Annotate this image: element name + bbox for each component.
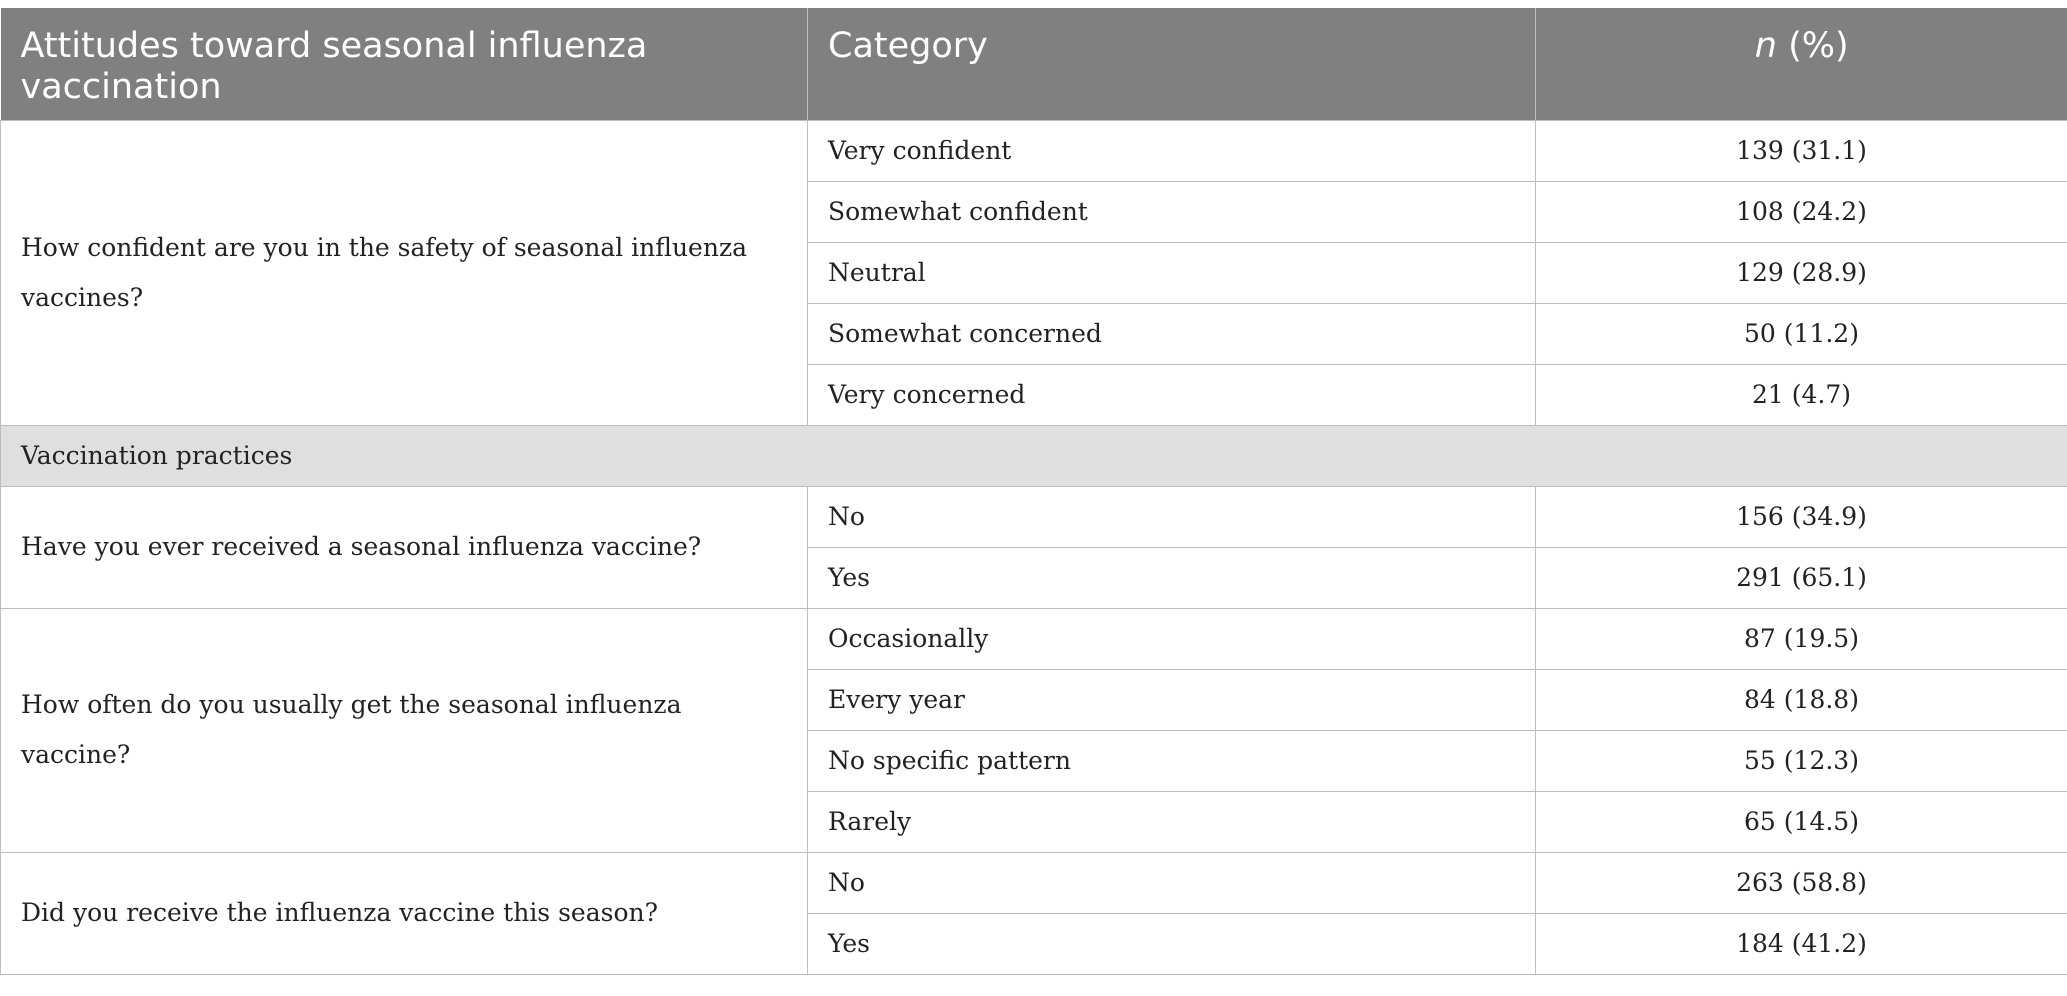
category-cell: Yes bbox=[808, 913, 1536, 974]
header-category: Category bbox=[808, 8, 1536, 120]
value-cell: 50 (11.2) bbox=[1536, 303, 2067, 364]
category-cell: Somewhat concerned bbox=[808, 303, 1536, 364]
value-cell: 156 (34.9) bbox=[1536, 486, 2067, 547]
value-cell: 21 (4.7) bbox=[1536, 364, 2067, 425]
section-vaccination-practices: Vaccination practices bbox=[1, 425, 2067, 486]
question-this-season: Did you receive the influenza vaccine this season? bbox=[1, 852, 808, 974]
value-cell: 55 (12.3) bbox=[1536, 730, 2067, 791]
table-row bbox=[1, 486, 2067, 547]
category-cell: No specific pattern bbox=[808, 730, 1536, 791]
category-cell: Occasionally bbox=[808, 608, 1536, 669]
header-n: n bbox=[1754, 26, 1777, 66]
value-cell: 139 (31.1) bbox=[1536, 120, 2067, 181]
header-row bbox=[1, 8, 2067, 120]
section-row bbox=[1, 425, 2067, 486]
value-cell: 263 (58.8) bbox=[1536, 852, 2067, 913]
vaccination-attitudes-table bbox=[0, 8, 2067, 975]
question-how-often: How often do you usually get the seasonal influenza vaccine? bbox=[1, 608, 808, 852]
category-cell: Somewhat confident bbox=[808, 181, 1536, 242]
category-cell: Neutral bbox=[808, 242, 1536, 303]
category-cell: Very concerned bbox=[808, 364, 1536, 425]
category-cell: Very confident bbox=[808, 120, 1536, 181]
header-percent: (%) bbox=[1776, 26, 1849, 66]
value-cell: 65 (14.5) bbox=[1536, 791, 2067, 852]
table-row bbox=[1, 852, 2067, 913]
question-ever-received: Have you ever received a seasonal influenza vaccine? bbox=[1, 486, 808, 608]
header-n-percent bbox=[1536, 8, 2067, 120]
value-cell: 129 (28.9) bbox=[1536, 242, 2067, 303]
category-cell: No bbox=[808, 486, 1536, 547]
category-cell: Rarely bbox=[808, 791, 1536, 852]
category-cell: Every year bbox=[808, 669, 1536, 730]
value-cell: 84 (18.8) bbox=[1536, 669, 2067, 730]
table-row bbox=[1, 608, 2067, 669]
category-cell: Yes bbox=[808, 547, 1536, 608]
category-cell: No bbox=[808, 852, 1536, 913]
table-row bbox=[1, 120, 2067, 181]
value-cell: 108 (24.2) bbox=[1536, 181, 2067, 242]
value-cell: 87 (19.5) bbox=[1536, 608, 2067, 669]
value-cell: 291 (65.1) bbox=[1536, 547, 2067, 608]
header-attitudes: Attitudes toward seasonal influenza vaccination bbox=[1, 8, 808, 120]
value-cell: 184 (41.2) bbox=[1536, 913, 2067, 974]
question-confidence: How confident are you in the safety of seasonal influenza vaccines? bbox=[1, 120, 808, 425]
